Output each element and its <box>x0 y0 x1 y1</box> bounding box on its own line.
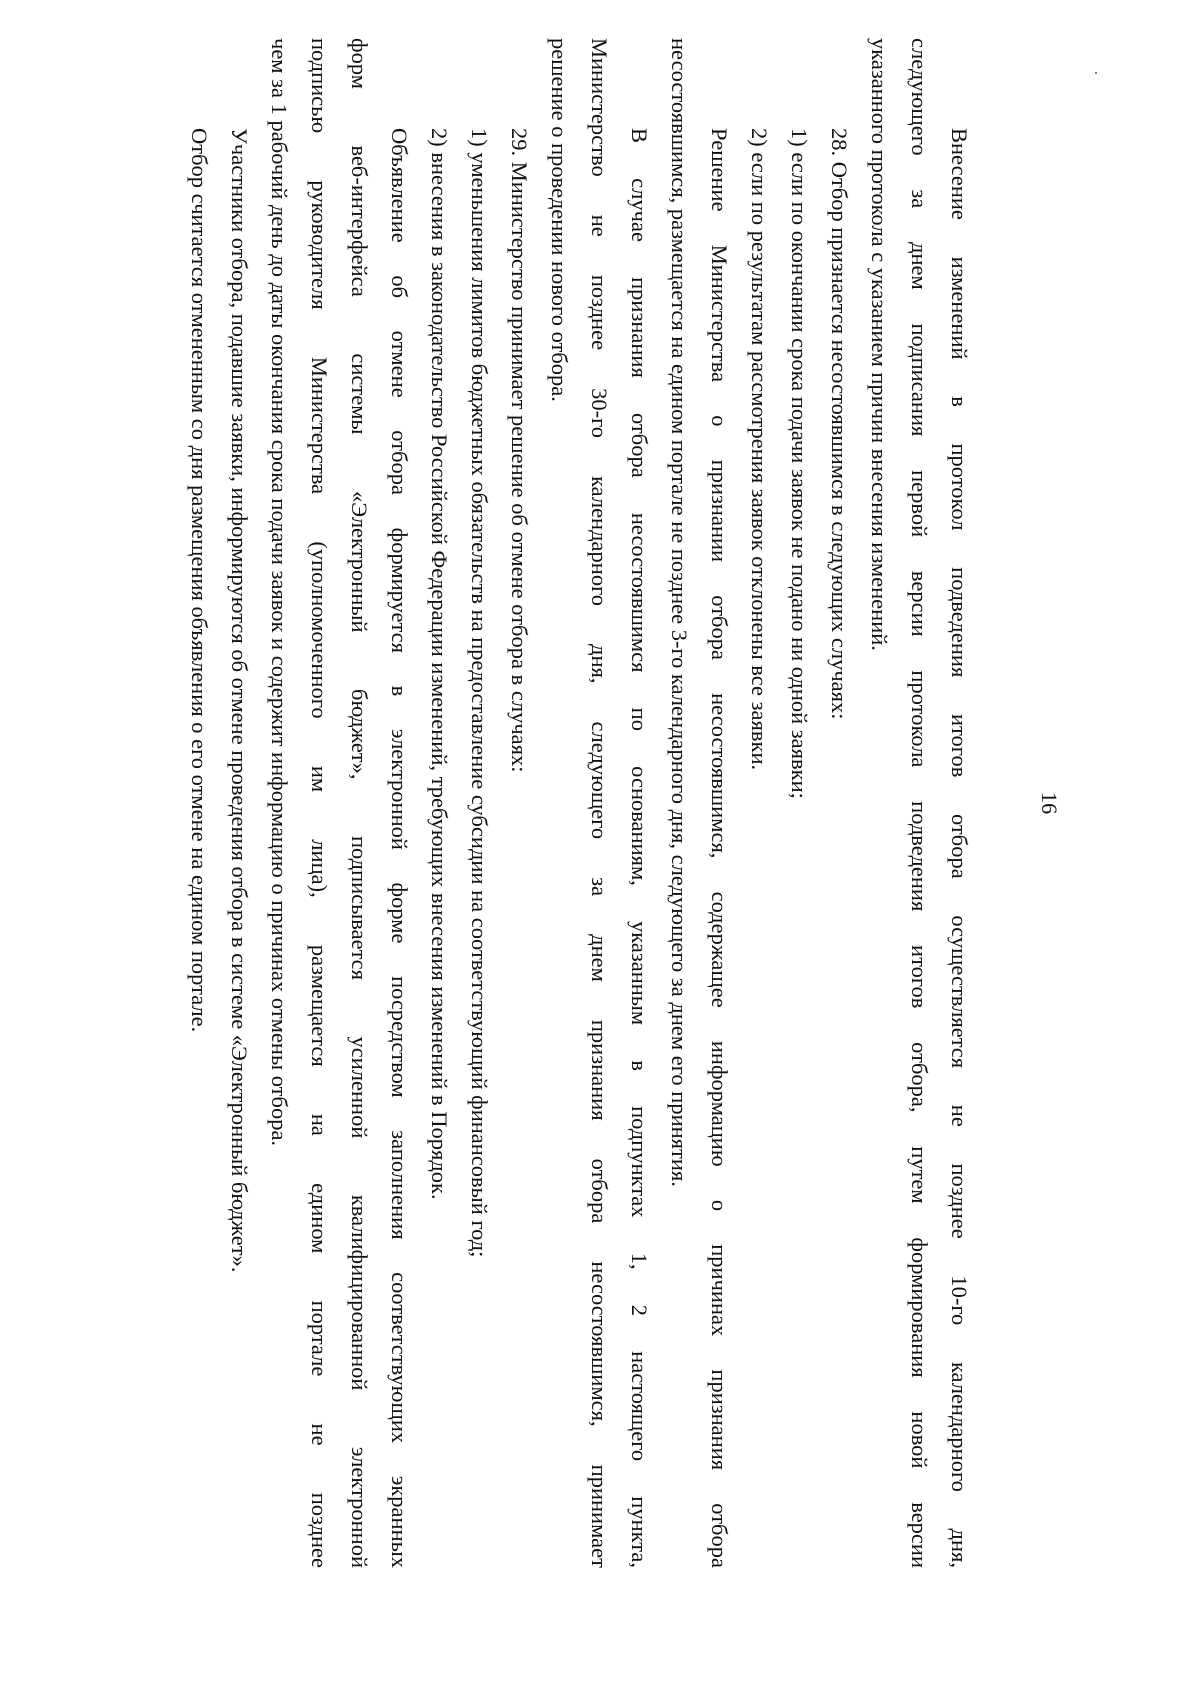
page-number: 16 <box>1037 791 1062 815</box>
text-line: Участники отбора, подавшие заявки, информируются об отмене проведения отбора в системе «Электронный бюджет». <box>227 128 252 1273</box>
text-line: решение о проведении нового отбора. <box>547 38 572 402</box>
text-line: 2) если по результатам рассмотрения заявок отклонены все заявки. <box>747 128 772 771</box>
text-line: 29. Министерство принимает решение об отмене отбора в случаях: <box>507 128 532 773</box>
text-line: Объявление об отмене отбора формируется в электронной форме посредством заполнения соответствующих экранных <box>387 128 412 1568</box>
text-line: 28. Отбор признается несостоявшимся в следующих случаях: <box>827 128 852 720</box>
text-line: 1) уменьшения лимитов бюджетных обязательств на предоставление субсидии на соответствующий финансовый год; <box>467 128 492 1258</box>
text-line: несостоявшимся, размещается на едином портале не позднее 3-го календарного дня, следующего за днем его принятия. <box>667 38 692 1187</box>
text-line: чем за 1 рабочий день до даты окончания срока подачи заявок и содержит информацию о причинах отмены отбора. <box>267 38 292 1147</box>
text-line: В случае признания отбора несостоявшимся по основаниям, указанным в подпунктах 1, 2 настоящего пункта, <box>627 128 652 1568</box>
text-line: Министерство не позднее 30-го календарного дня, следующего за днем признания отбора несостоявшимся, принимает <box>587 38 612 1568</box>
text-line: указанного протокола с указанием причин внесения изменений. <box>867 38 892 651</box>
text-line: 1) если по окончании срока подачи заявок не подано ни одной заявки; <box>787 128 812 799</box>
text-line: подписью руководителя Министерства (уполномоченного им лица), размещается на едином портале не позднее <box>307 38 332 1568</box>
text-line: следующего за днем подписания первой версии протокола подведения итогов отбора, путем формирования новой версии <box>907 38 932 1568</box>
text-line: 2) внесения в законодательство Российской Федерации изменений, требующих внесения изменений в Порядок. <box>427 128 452 1200</box>
text-line: форм веб-интерфейса системы «Электронный бюджет», подписывается усиленной квалифицированной электронной <box>347 38 372 1568</box>
text-line: Отбор считается отмененным со дня размещения объявления о его отмене на едином портале. <box>187 128 212 1033</box>
rotated-text-block <box>134 38 1069 1568</box>
text-line: Решение Министерства о признании отбора несостоявшимся, содержащее информацию о причинах признания отбора <box>707 128 732 1568</box>
rotated-text-block-final <box>1065 38 1145 1568</box>
text-line: Внесение изменений в протокол подведения итогов отбора осуществляется не позднее 10-го календарного дня, <box>947 128 972 1568</box>
